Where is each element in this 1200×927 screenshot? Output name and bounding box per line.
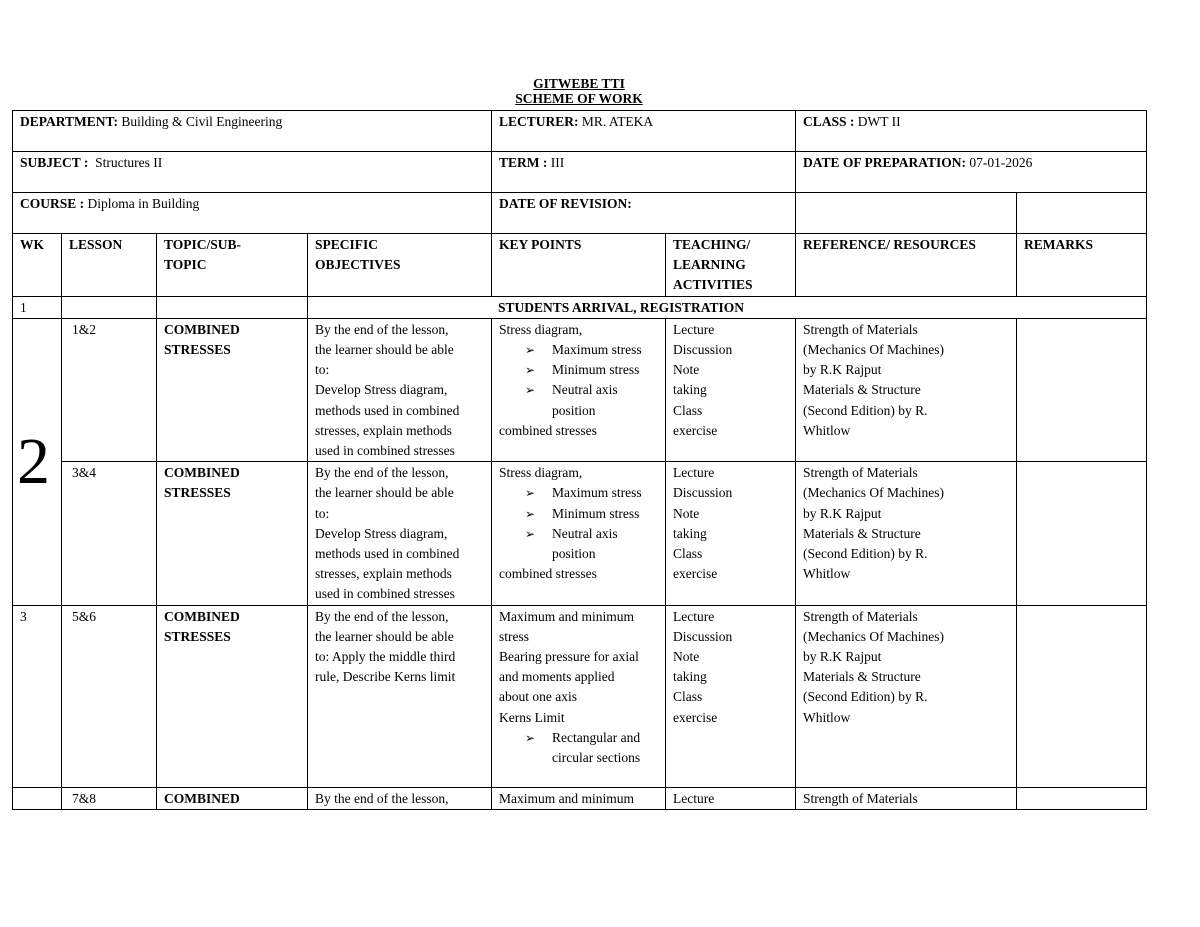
- key-point-text: Minimum stress: [552, 505, 640, 521]
- department-value: Building & Civil Engineering: [121, 114, 283, 129]
- activity-line: exercise: [673, 422, 718, 438]
- reference-line: (Second Edition) by R.: [803, 689, 928, 705]
- key-point-line: and moments applied: [499, 669, 615, 685]
- activities-cell: [666, 462, 796, 605]
- week-number: 1: [13, 296, 62, 318]
- term-value: III: [550, 155, 565, 170]
- col-header-reference: REFERENCE/ RESOURCES: [796, 234, 1017, 297]
- department-cell: [13, 111, 492, 152]
- col-header-activities: [666, 234, 796, 297]
- activity-line: Class: [673, 546, 703, 562]
- activities-cell: [666, 605, 796, 787]
- lesson-row: [13, 318, 1147, 461]
- remarks-cell: [1017, 318, 1147, 461]
- empty-cell: [1017, 193, 1147, 234]
- reference-line: (Mechanics Of Machines): [803, 628, 944, 644]
- activity-line: Note: [673, 362, 700, 378]
- topic-line: STRESSES: [164, 485, 231, 501]
- topic-line: COMBINED: [164, 790, 240, 806]
- lesson-row: [13, 462, 1147, 605]
- col-header-topic-line: TOPIC/SUB-: [164, 237, 242, 252]
- reference-line: Whitlow: [803, 566, 851, 582]
- empty-cell: [796, 193, 1017, 234]
- arrow-bullet-icon: ➢: [525, 526, 536, 541]
- topic-cell: [157, 605, 308, 787]
- reference-line: by R.K Rajput: [803, 649, 882, 665]
- preparation-date-cell: [796, 152, 1147, 193]
- arrow-bullet-icon: ➢: [525, 486, 536, 501]
- term-label: TERM :: [499, 155, 548, 170]
- col-header-topic: [157, 234, 308, 297]
- arrow-bullet-icon: ➢: [525, 343, 536, 358]
- col-header-remarks: REMARKS: [1017, 234, 1147, 297]
- objective-line: rule, Describe Kerns limit: [315, 669, 456, 685]
- topic-cell: [157, 318, 308, 461]
- course-value: Diploma in Building: [87, 196, 200, 211]
- term-cell: [492, 152, 796, 193]
- document-header: [12, 76, 1146, 106]
- objective-line: Develop Stress diagram,: [315, 525, 448, 541]
- subject-label: SUBJECT :: [20, 155, 89, 170]
- key-point-list: [499, 728, 658, 768]
- key-point-line: combined stresses: [499, 422, 597, 438]
- reference-line: by R.K Rajput: [803, 505, 882, 521]
- activity-line: Lecture: [673, 608, 715, 624]
- key-point-bullet: [525, 340, 658, 360]
- lesson-row: [13, 605, 1147, 787]
- objective-line: By the end of the lesson,: [315, 465, 449, 481]
- reference-cell: [796, 318, 1017, 461]
- subject-value: Structures II: [95, 155, 163, 170]
- activity-line: Lecture: [673, 465, 715, 481]
- key-point-line: stress: [499, 628, 530, 644]
- info-row-department: [13, 111, 1147, 152]
- lesson-number: 1&2: [62, 318, 157, 461]
- topic-line: STRESSES: [164, 342, 231, 358]
- objective-line: By the end of the lesson,: [315, 321, 449, 337]
- objectives-cell: [308, 605, 492, 787]
- topic-cell: [157, 787, 308, 809]
- key-point-bullet: [525, 504, 658, 524]
- document-title: SCHEME OF WORK: [515, 91, 643, 106]
- key-point-text: Rectangular and circular sections: [552, 729, 641, 766]
- objective-line: to:: [315, 505, 330, 521]
- subject-cell: [13, 152, 492, 193]
- activity-line: Class: [673, 402, 703, 418]
- objective-line: stresses, explain methods: [315, 422, 452, 438]
- arrow-bullet-icon: ➢: [525, 730, 536, 745]
- lesson-number: 7&8: [62, 787, 157, 809]
- key-point-text: Neutral axis position: [552, 382, 618, 418]
- objective-line: stresses, explain methods: [315, 566, 452, 582]
- topic-line: COMBINED: [164, 321, 240, 337]
- key-point-line: Maximum and minimum: [499, 608, 635, 624]
- reference-line: (Second Edition) by R.: [803, 402, 928, 418]
- week-2-number: 2: [13, 318, 62, 605]
- key-point-list: [499, 483, 658, 564]
- reference-line: Strength of Materials: [803, 608, 918, 624]
- reference-line: Materials & Structure: [803, 525, 921, 541]
- revision-date-cell: [492, 193, 796, 234]
- key-point-bullet: [525, 360, 658, 380]
- objective-line: the learner should be able: [315, 342, 454, 358]
- key-point-bullet: [525, 380, 658, 420]
- topic-line: COMBINED: [164, 608, 240, 624]
- lecturer-cell: [492, 111, 796, 152]
- objective-line: used in combined stresses: [315, 443, 455, 459]
- objective-line: used in combined stresses: [315, 586, 455, 602]
- key-point-list: [499, 340, 658, 421]
- key-point-bullet: [525, 728, 658, 768]
- lesson-number: 5&6: [62, 605, 157, 787]
- activity-line: taking: [673, 669, 707, 685]
- reference-line: (Second Edition) by R.: [803, 546, 928, 562]
- activities-cell: Lecture: [666, 787, 796, 809]
- activity-line: exercise: [673, 566, 718, 582]
- objective-line: Develop Stress diagram,: [315, 382, 448, 398]
- preparation-date-value: 07-01-2026: [969, 155, 1033, 170]
- objective-line: methods used in combined: [315, 402, 460, 418]
- reference-line: Strength of Materials: [803, 465, 918, 481]
- key-points-cell: Maximum and minimum: [492, 787, 666, 809]
- key-points-cell: [492, 318, 666, 461]
- col-header-lesson: LESSON: [62, 234, 157, 297]
- objective-line: the learner should be able: [315, 485, 454, 501]
- preparation-date-label: DATE OF PREPARATION:: [803, 155, 967, 170]
- column-header-row: [13, 234, 1147, 297]
- col-header-wk: WK: [13, 234, 62, 297]
- class-label: CLASS :: [803, 114, 855, 129]
- col-header-activities-line: ACTIVITIES: [673, 277, 753, 293]
- arrow-bullet-icon: ➢: [525, 363, 536, 378]
- col-header-objectives: [308, 234, 492, 297]
- key-point-bullet: [525, 483, 658, 503]
- col-header-topic-line: TOPIC: [164, 257, 207, 273]
- empty-cell: [62, 296, 157, 318]
- course-label: COURSE :: [20, 196, 85, 211]
- col-header-objectives-line: OBJECTIVES: [315, 257, 401, 273]
- activities-cell: [666, 318, 796, 461]
- objective-line: to: Apply the middle third: [315, 649, 456, 665]
- week-1-note: [308, 296, 1147, 318]
- remarks-cell: [1017, 605, 1147, 787]
- key-point-line: about one axis: [499, 689, 578, 705]
- objectives-cell: [308, 318, 492, 461]
- key-point-line: Kerns Limit: [499, 709, 565, 725]
- key-point-text: Minimum stress: [552, 362, 640, 378]
- lesson-number: 3&4: [62, 462, 157, 605]
- info-row-subject: [13, 152, 1147, 193]
- key-point-bullet: [525, 524, 658, 564]
- reference-line: Materials & Structure: [803, 382, 921, 398]
- activity-line: Note: [673, 649, 700, 665]
- objectives-cell: [308, 462, 492, 605]
- activity-line: taking: [673, 382, 707, 398]
- activity-line: Lecture: [673, 321, 715, 337]
- reference-cell: Strength of Materials: [796, 787, 1017, 809]
- reference-line: Materials & Structure: [803, 669, 921, 685]
- class-value: DWT II: [857, 114, 901, 129]
- reference-line: Whitlow: [803, 709, 851, 725]
- key-point-text: Neutral axis position: [552, 525, 618, 562]
- activity-line: Discussion: [673, 628, 733, 644]
- info-row-course: [13, 193, 1147, 234]
- reference-line: by R.K Rajput: [803, 362, 882, 378]
- reference-cell: [796, 462, 1017, 605]
- activity-line: Class: [673, 689, 703, 705]
- course-cell: [13, 193, 492, 234]
- topic-line: STRESSES: [164, 628, 231, 644]
- key-points-cell: [492, 462, 666, 605]
- objective-line: to:: [315, 362, 330, 378]
- department-label: DEPARTMENT:: [20, 114, 119, 129]
- activity-line: Discussion: [673, 485, 733, 501]
- lecturer-value: MR. ATEKA: [581, 114, 654, 129]
- arrow-bullet-icon: ➢: [525, 506, 536, 521]
- key-point-line: Stress diagram,: [499, 465, 583, 481]
- remarks-cell: [1017, 462, 1147, 605]
- col-header-key-points: KEY POINTS: [492, 234, 666, 297]
- col-header-activities-line: LEARNING: [673, 257, 746, 273]
- col-header-objectives-line: SPECIFIC: [315, 237, 379, 252]
- reference-line: Whitlow: [803, 422, 851, 438]
- registration-note: STUDENTS ARRIVAL, REGISTRATION: [498, 299, 744, 315]
- scheme-of-work-table: [12, 110, 1147, 810]
- objective-line: By the end of the lesson,: [315, 608, 449, 624]
- key-point-line: combined stresses: [499, 566, 597, 582]
- week-number: 3: [13, 605, 62, 787]
- lecturer-label: LECTURER:: [499, 114, 579, 129]
- key-points-cell: [492, 605, 666, 787]
- reference-cell: [796, 605, 1017, 787]
- activity-line: taking: [673, 525, 707, 541]
- col-header-activities-line: TEACHING/: [673, 237, 751, 252]
- key-point-line: Stress diagram,: [499, 321, 583, 337]
- key-point-line: Bearing pressure for axial: [499, 649, 639, 665]
- reference-line: (Mechanics Of Machines): [803, 485, 944, 501]
- activity-line: Discussion: [673, 342, 733, 358]
- objective-line: the learner should be able: [315, 628, 454, 644]
- topic-cell: [157, 462, 308, 605]
- activity-line: Note: [673, 505, 700, 521]
- week-1-row: [13, 296, 1147, 318]
- reference-line: (Mechanics Of Machines): [803, 342, 944, 358]
- week-number: [13, 787, 62, 809]
- class-cell: [796, 111, 1147, 152]
- key-point-text: Maximum stress: [552, 342, 642, 358]
- topic-line: COMBINED: [164, 465, 240, 481]
- arrow-bullet-icon: ➢: [525, 383, 536, 398]
- reference-line: Strength of Materials: [803, 321, 918, 337]
- activity-line: exercise: [673, 709, 718, 725]
- objectives-cell: By the end of the lesson,: [308, 787, 492, 809]
- objective-line: methods used in combined: [315, 546, 460, 562]
- institution-name: GITWEBE TTI: [533, 76, 625, 91]
- key-point-text: Maximum stress: [552, 485, 642, 501]
- lesson-row: [13, 787, 1147, 809]
- empty-cell: [157, 296, 308, 318]
- revision-date-label: DATE OF REVISION:: [499, 196, 632, 211]
- remarks-cell: [1017, 787, 1147, 809]
